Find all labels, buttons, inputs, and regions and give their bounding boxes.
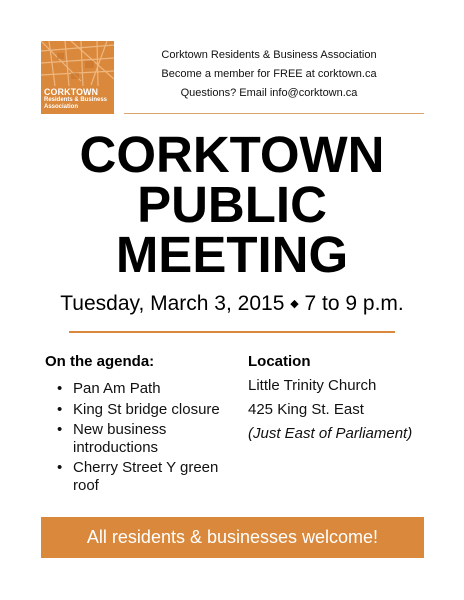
- agenda-list: [45, 380, 235, 494]
- title-line-2: PUBLIC: [137, 176, 327, 233]
- welcome-banner: [41, 517, 424, 558]
- location-note: (Just East of Parliament): [248, 425, 413, 442]
- agenda-item-text: Pan Am Path: [73, 380, 161, 397]
- page-title: [20, 126, 444, 283]
- location-venue: Little Trinity Church: [248, 377, 377, 394]
- date-divider: [69, 331, 395, 333]
- bullet-icon: •: [57, 421, 63, 438]
- agenda-item-text: Cherry Street Y green roof: [73, 459, 219, 494]
- agenda-section: [45, 352, 235, 497]
- logo-name: CORKTOWN: [44, 87, 99, 97]
- diamond-separator-icon: ◆: [290, 298, 299, 310]
- header-info: [124, 46, 414, 103]
- meeting-time: 7 to 9 p.m.: [304, 292, 404, 315]
- title-line-1: CORKTOWN: [79, 126, 385, 183]
- list-item: [45, 380, 235, 398]
- agenda-item-text: New business introductions: [73, 421, 167, 456]
- bullet-icon: •: [57, 400, 63, 418]
- list-item: [45, 401, 235, 419]
- meeting-date: Tuesday, March 3, 2015: [60, 292, 285, 315]
- contact-line: Questions? Email info@corktown.ca: [180, 87, 358, 99]
- logo-text: [44, 87, 114, 110]
- corktown-logo: [41, 41, 114, 114]
- welcome-banner-text: All residents & businesses welcome!: [86, 527, 379, 547]
- bullet-icon: •: [57, 380, 63, 397]
- title-line-3: MEETING: [115, 226, 349, 283]
- logo-subtitle-line2: Association: [44, 103, 79, 110]
- logo-subtitle-line1: Residents & Business: [44, 97, 108, 103]
- agenda-item-text: King St bridge closure: [73, 400, 220, 418]
- membership-line: Become a member for FREE at corktown.ca: [161, 68, 377, 80]
- bullet-icon: •: [57, 459, 63, 476]
- agenda-heading: On the agenda:: [45, 353, 155, 370]
- location-address: 425 King St. East: [248, 401, 364, 418]
- meeting-datetime: [20, 291, 444, 317]
- location-heading: Location: [248, 353, 311, 370]
- header-divider: [124, 113, 424, 114]
- association-name: Corktown Residents & Business Association: [161, 49, 377, 61]
- list-item: [45, 421, 235, 456]
- list-item: [45, 459, 235, 494]
- location-section: [248, 352, 438, 446]
